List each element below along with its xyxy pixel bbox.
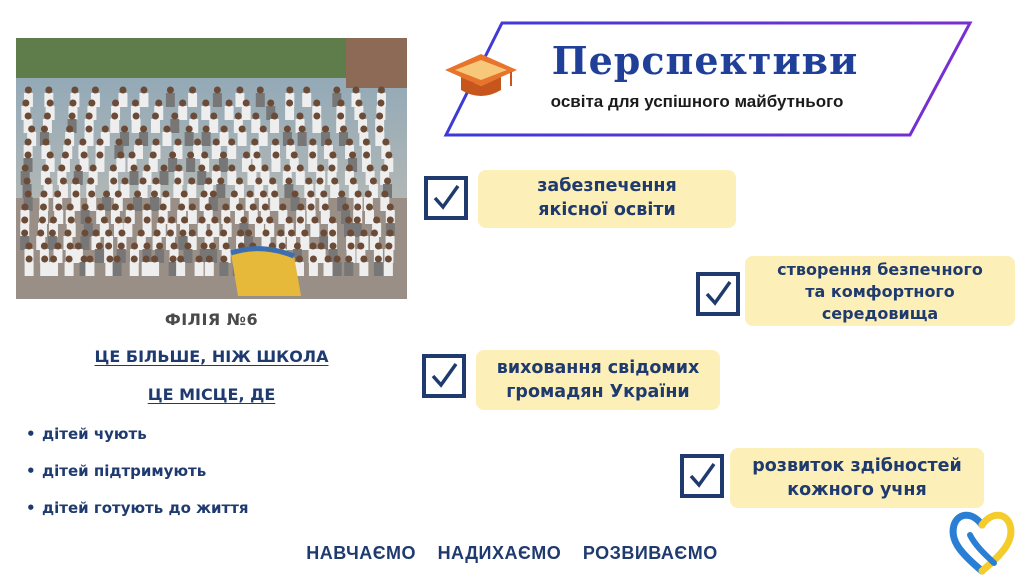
footer-word: РОЗВИВАЄМО (582, 543, 718, 563)
list-item: • дітей готують до життя (26, 499, 249, 517)
graduation-cap-icon (443, 52, 519, 104)
page-subtitle: освіта для успішного майбутнього (550, 92, 844, 111)
checklist-item: розвиток здібностей кожного учня (752, 456, 962, 500)
checkbox-checked-icon (696, 272, 736, 312)
bullet-list (26, 422, 249, 533)
list-item: • дітей чують (26, 425, 147, 443)
tagline-2: ЦЕ МІСЦЕ, ДЕ (147, 385, 276, 404)
checkbox-checked-icon (680, 454, 720, 494)
list-item: • дітей підтримують (26, 462, 207, 480)
page-title: Перспективи (551, 38, 859, 83)
group-photo (16, 38, 407, 299)
tagline-1: ЦЕ БІЛЬШЕ, НІЖ ШКОЛА (94, 347, 329, 366)
footer-word: НАДИХАЄМО (437, 543, 562, 563)
footer-word: НАВЧАЄМО (306, 543, 417, 563)
branch-label: ФІЛІЯ №6 (164, 310, 259, 329)
checklist-item: забезпечення якісної освіти (537, 176, 677, 220)
checkbox-checked-icon (422, 354, 462, 394)
ukraine-heart-icon (948, 505, 1016, 576)
checklist-item: виховання свідомих громадян України (496, 358, 700, 402)
footer-slogan (0, 543, 1024, 564)
checkbox-checked-icon (424, 176, 464, 216)
checklist-item: створення безпечного та комфортного середовища (777, 260, 983, 323)
